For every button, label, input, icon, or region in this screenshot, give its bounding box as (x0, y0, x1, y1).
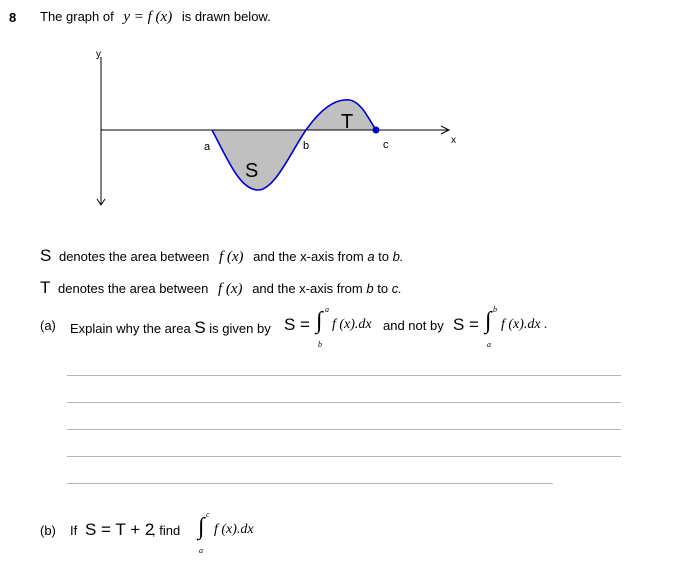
int2-upper-limit: b (493, 305, 497, 314)
intro-suffix: is drawn below. (181, 9, 271, 24)
int2-lower-limit: a (487, 340, 491, 349)
question-number: 8 (9, 10, 17, 25)
def-t-tail: and the x-axis from (252, 281, 363, 296)
def-t-text: denotes the area between (58, 281, 209, 296)
int1-lower-limit: b (318, 340, 322, 349)
answer-line-2 (67, 402, 621, 403)
part-a-s-letter: S (194, 318, 206, 337)
def-t-letter: T (40, 278, 51, 297)
intro-text: The graph of (40, 9, 114, 24)
part-a-and-not-by: and not by (383, 318, 444, 333)
def-s-to-word: to (378, 249, 390, 264)
point-b-label: b (303, 140, 310, 152)
part-a-text-1 (70, 318, 271, 338)
int2-body: f (x).dx . (501, 317, 548, 332)
def-s-tail: and the x-axis from (253, 249, 364, 264)
part-b-if: If (70, 523, 78, 538)
part-a-s-eq-2: S = (453, 315, 479, 334)
y-axis-label: y (96, 49, 101, 60)
point-a-label: a (204, 141, 211, 153)
def-s-to: b. (392, 249, 404, 264)
answer-line-3 (67, 429, 621, 430)
part-a-given-by: is given by (209, 321, 271, 336)
int3-upper-limit: c (206, 510, 210, 519)
point-c-label: c (383, 139, 389, 151)
answer-line-4 (67, 456, 621, 457)
int3-body: f (x).dx (214, 522, 254, 537)
def-t-to-word: to (377, 281, 389, 296)
def-s-text: denotes the area between (58, 249, 210, 264)
definition-s (40, 246, 403, 266)
point-c-dot (373, 127, 380, 134)
integral-sign-2: ∫ (485, 308, 492, 334)
answer-line-1 (67, 375, 621, 376)
def-s-from: a (367, 249, 375, 264)
def-t-to: c. (391, 281, 402, 296)
region-t-label: T (341, 111, 354, 133)
def-s-letter: S (40, 246, 52, 265)
part-a-s-eq-1: S = (284, 315, 310, 334)
intro-math: y = f (x) (123, 9, 173, 25)
integral-sign-1: ∫ (316, 308, 323, 334)
integral-sign-3: ∫ (198, 514, 205, 540)
int1-body: f (x).dx (332, 317, 372, 332)
part-b-equation: S = T + 2 (85, 520, 155, 539)
definition-t (40, 278, 402, 298)
int3-lower-limit: a (199, 546, 203, 555)
function-graph (0, 0, 690, 230)
region-s-fill (212, 130, 306, 190)
part-a-label: (a) (40, 318, 56, 333)
def-t-math: f (x) (217, 281, 243, 297)
x-axis-label: x (451, 135, 456, 146)
answer-line-5 (67, 483, 553, 484)
def-t-from: b (366, 281, 374, 296)
part-a-explain: Explain why the area (70, 321, 191, 336)
def-s-math: f (x) (218, 249, 244, 265)
region-s-label: S (245, 160, 259, 182)
part-b-label: (b) (40, 523, 56, 538)
int1-upper-limit: a (325, 305, 329, 314)
part-b-find: , find (152, 523, 181, 538)
